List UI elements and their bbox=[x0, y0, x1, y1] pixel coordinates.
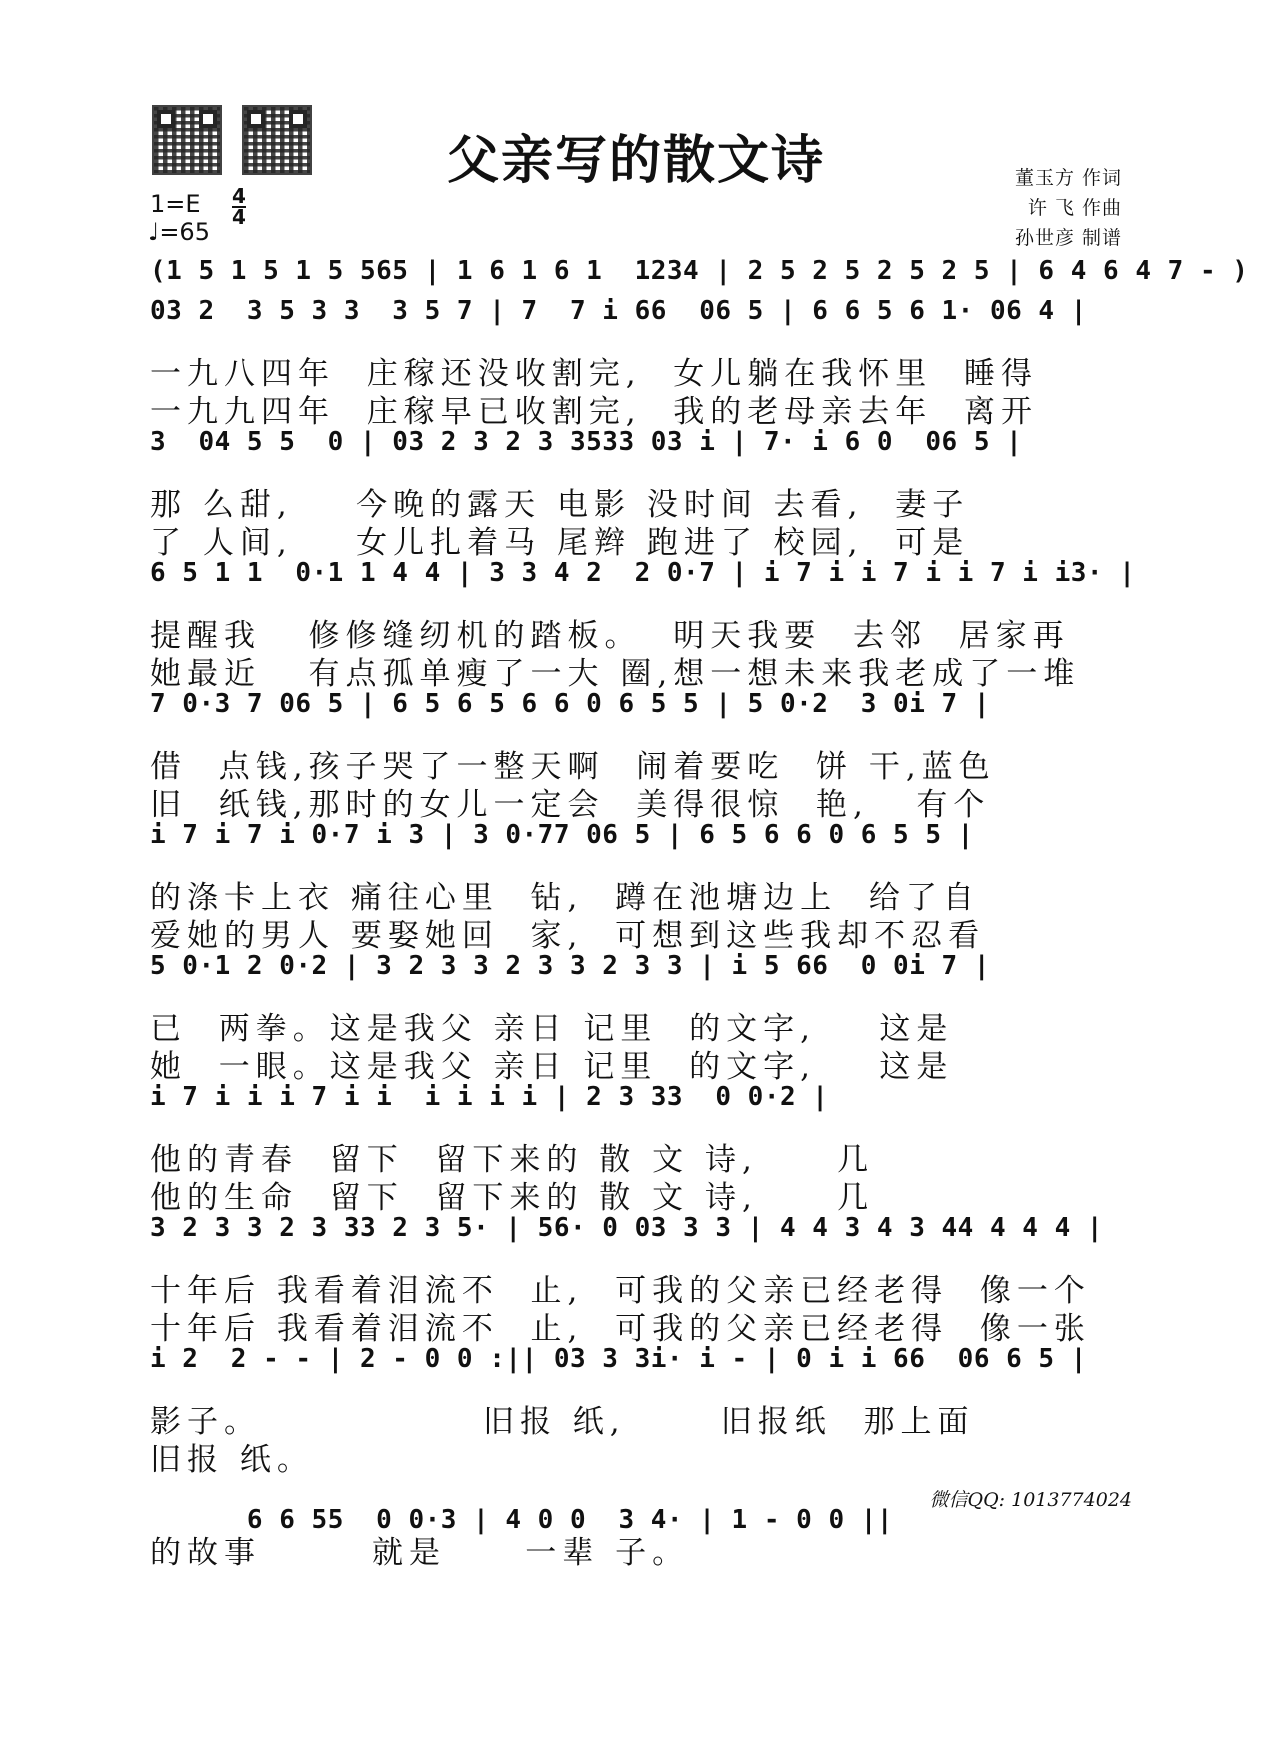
score-system bbox=[150, 683, 1122, 823]
contact-info: 微信QQ: 1013774024 bbox=[929, 1489, 1132, 1511]
lyric-verse-2: 她最近 有点孤单瘦了一大 圈,想一想未来我老成了一堆 bbox=[150, 656, 1081, 692]
song-title: 父亲写的散文诗 bbox=[446, 130, 825, 191]
score-system bbox=[150, 1338, 1122, 1478]
lyric-verse-2: 他的生命 留下 留下来的 散 文 诗, 几 bbox=[150, 1180, 875, 1216]
notation-line: 5 0·1 2 0·2 | 3 2 3 3 2 3 3 2 3 3 | i 5 66 0 0i 7 | bbox=[150, 951, 990, 981]
intro-system bbox=[150, 250, 1249, 290]
lyricist-credit: 董玉方 作词 bbox=[1014, 167, 1122, 189]
key-signature: 1=E bbox=[150, 190, 201, 218]
lyric-verse-2: 一九九四年 庄稼早已收割完, 我的老母亲去年 离开 bbox=[150, 394, 1038, 430]
composer-credit: 许 飞 作曲 bbox=[1027, 197, 1122, 219]
score bbox=[150, 250, 1249, 1600]
time-signature-bottom: 4 bbox=[232, 205, 246, 229]
notation-line: i 7 i i i 7 i i i i i i | 2 3 33 0 0·2 | bbox=[150, 1082, 829, 1112]
lyric-verse-1: 已 两拳。这是我父 亲日 记里 的文字, 这是 bbox=[150, 1011, 954, 1047]
lyric-verse-2: 她 一眼。这是我父 亲日 记里 的文字, 这是 bbox=[150, 1049, 954, 1085]
lyric-verse-2: 了 人间, 女儿扎着马 尾辫 跑进了 校园, 可是 bbox=[150, 525, 970, 561]
notation-line: i 2 2 - - | 2 - 0 0 :|| 03 3 3i· i - | 0 i i 66 06 6 5 | bbox=[150, 1344, 1087, 1374]
lyric-verse-1: 的故事 就是 一辈 子。 bbox=[150, 1535, 690, 1571]
score-system bbox=[150, 552, 1136, 692]
lyric-verse-1: 十年后 我看着泪流不 止, 可我的父亲已经老得 像一个 bbox=[150, 1273, 1091, 1309]
final-notes: 6 6 55 0 0·3 | 4 0 0 3 4· | 1 - 0 0 || bbox=[246, 1505, 894, 1535]
lyric-verse-1: 一九八四年 庄稼还没收割完, 女儿躺在我怀里 睡得 bbox=[150, 356, 1038, 392]
lyric-verse-1: 提醒我 修修缝纫机的踏板。 明天我要 去邻 居家再 bbox=[150, 618, 1070, 654]
notation-line: 03 2 3 5 3 3 3 5 7 | 7 7 i 66 06 5 | 6 6 5 6 1· 06 4 | bbox=[150, 296, 1087, 326]
score-system bbox=[150, 945, 1122, 1085]
score-system bbox=[150, 1076, 1122, 1216]
lyric-verse-1: 他的青春 留下 留下来的 散 文 诗, 几 bbox=[150, 1142, 875, 1178]
notation-line: 3 2 3 3 2 3 33 2 3 5· | 56· 0 03 3 3 | 4 4 3 4 3 44 4 4 4 | bbox=[150, 1213, 1104, 1243]
score-system-final bbox=[150, 1469, 1132, 1600]
lyric-verse-2: 爱她的男人 要娶她回 家, 可想到这些我却不忍看 bbox=[150, 918, 986, 954]
tempo-marking: ♩=65 bbox=[148, 218, 210, 246]
lyric-verse-1: 的涤卡上衣 痛往心里 钻, 蹲在池塘边上 给了自 bbox=[150, 880, 980, 916]
transcriber-credit: 孙世彦 制谱 bbox=[1014, 227, 1122, 249]
score-system bbox=[150, 290, 1122, 430]
intro-notes: (1 5 1 5 1 5 565 | 1 6 1 6 1 1234 | 2 5 2 5 2 5 2 5 | 6 4 6 4 7 - ) bbox=[150, 256, 1249, 286]
lyric-verse-1: 影子。 旧报 纸, 旧报纸 那上面 bbox=[150, 1404, 975, 1440]
score-system bbox=[150, 1207, 1122, 1347]
time-signature bbox=[232, 184, 246, 229]
lyric-verse-1: 借 点钱,孩子哭了一整天啊 闹着要吃 饼 干,蓝色 bbox=[150, 749, 996, 785]
notation-line: 7 0·3 7 06 5 | 6 5 6 5 6 6 0 6 5 5 | 5 0·2 3 0i 7 | bbox=[150, 689, 990, 719]
notation-line: 3 04 5 5 0 | 03 2 3 2 3 3533 03 i | 7· i 6 0 06 5 | bbox=[150, 427, 1023, 457]
time-signature-top: 4 bbox=[232, 184, 246, 208]
notation-line: i 7 i 7 i 0·7 i 3 | 3 0·77 06 5 | 6 5 6 6 0 6 5 5 | bbox=[150, 820, 974, 850]
notation-line: 6 5 1 1 0·1 1 4 4 | 3 3 4 2 2 0·7 | i 7 i i 7 i i 7 i i3· | bbox=[150, 558, 1136, 588]
lyric-verse-2: 旧 纸钱,那时的女儿一定会 美得很惊 艳, 有个 bbox=[150, 787, 991, 823]
score-system bbox=[150, 814, 1122, 954]
lyric-verse-2: 旧报 纸。 bbox=[150, 1442, 314, 1478]
score-system bbox=[150, 421, 1122, 561]
lyric-verse-1: 那 么甜, 今晚的露天 电影 没时间 去看, 妻子 bbox=[150, 487, 970, 523]
notation-line bbox=[150, 1475, 1132, 1535]
lyric-verse-2: 十年后 我看着泪流不 止, 可我的父亲已经老得 像一张 bbox=[150, 1311, 1091, 1347]
